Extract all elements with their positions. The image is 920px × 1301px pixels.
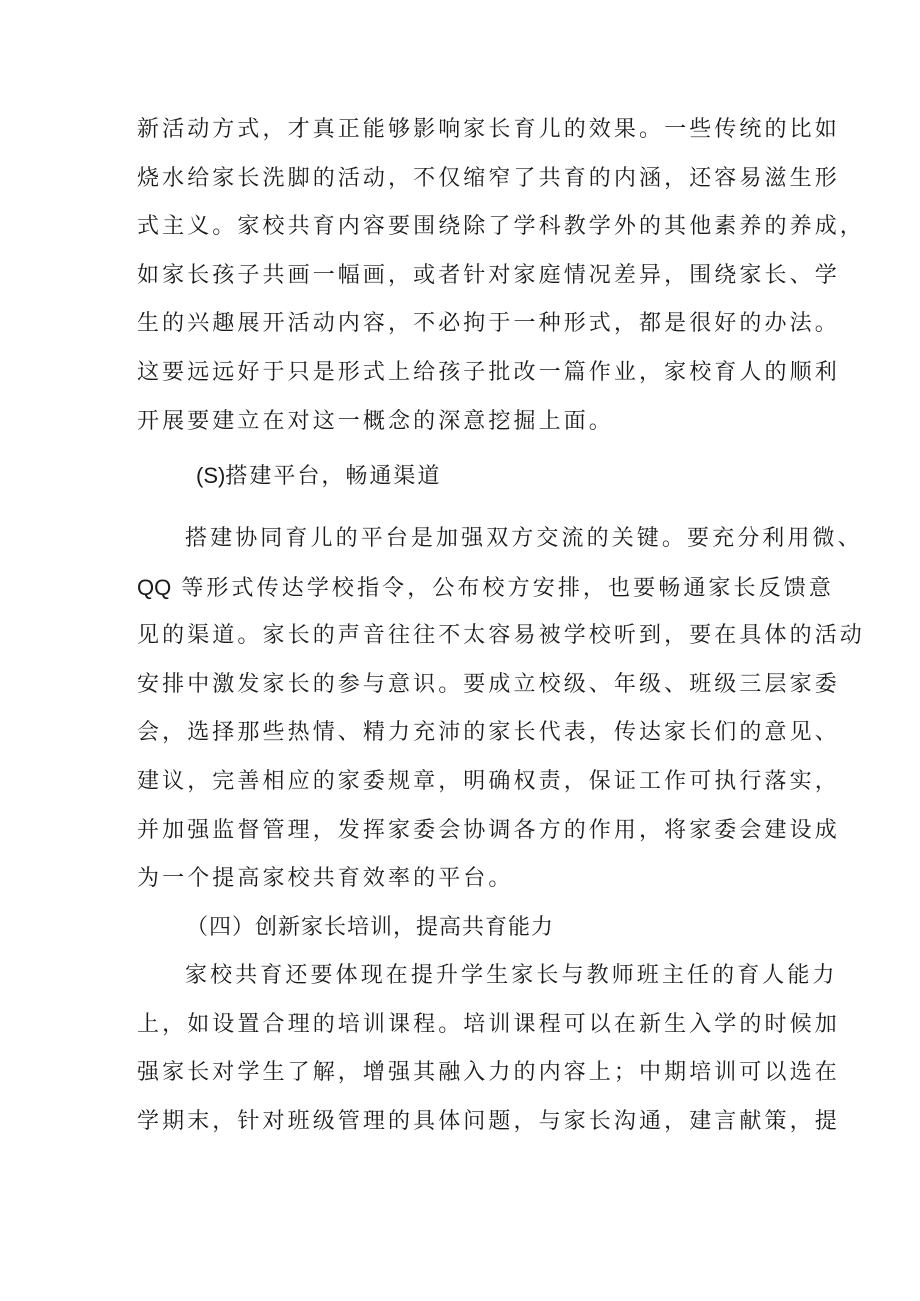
text-line: 烧水给家长洗脚的活动，不仅缩窄了共育的内涵，还容易滋生形 (137, 165, 840, 191)
text-line: 上，如设置合理的培训课程。培训课程可以在新生入学的时候加 (137, 1011, 840, 1037)
section-title: （四）创新家长培训，提高共育能力 (186, 915, 555, 940)
qq-text: QQ (137, 574, 172, 600)
text-line: 强家长对学生了解，增强其融入力的内容上；中期培训可以选在 (137, 1060, 840, 1086)
paragraph-parent-training (137, 952, 840, 1146)
section-title: 搭建平台，畅通渠道 (225, 464, 442, 489)
section-heading-training (186, 910, 554, 941)
text-line: 这要远远好于只是形式上给孩子批改一篇作业，家校育人的顺利 (137, 359, 840, 385)
text-line: 如家长孩子共画一幅画，或者针对家庭情况差异，围绕家长、学 (137, 262, 840, 288)
text-line: 会，选择那些热情、精力充沛的家长代表，传达家长们的意见、 (137, 720, 840, 746)
text-line (137, 564, 834, 613)
section-heading-platform (196, 459, 441, 490)
text-line: 并加强监督管理，发挥家委会协调各方的作用，将家委会建设成 (137, 817, 840, 843)
text-line: 搭建协同育儿的平台是加强双方交流的关键。要充分利用微、 (185, 526, 863, 551)
text-line: 见的渠道。家长的声音往往不太容易被学校听到，要在具体的活动 (137, 623, 865, 649)
text-line: 为一个提高家校共育效率的平台。 (137, 866, 514, 892)
text-line: 新活动方式，才真正能够影响家长育儿的效果。一些传统的比如 (137, 117, 840, 142)
text-line: 生的兴趣展开活动内容，不必拘于一种形式，都是很好的办法。 (137, 311, 840, 337)
paragraph-platform-channels (137, 515, 865, 904)
text-line: 式主义。家校共育内容要围绕除了学科教学外的其他素养的养成， (137, 214, 865, 240)
text-line: 开展要建立在对这一概念的深意挖掘上面。 (137, 408, 614, 434)
text-line: 建议，完善相应的家委规章，明确权责，保证工作可执行落实， (137, 768, 840, 794)
text-line-rest: 等形式传达学校指令，公布校方安排，也要畅通家长反馈意 (171, 575, 834, 601)
text-line: 学期末，针对班级管理的具体问题，与家长沟通，建言献策，提 (137, 1108, 840, 1134)
section-marker: (S) (196, 463, 226, 488)
text-line: 家校共育还要体现在提升学生家长与教师班主任的育人能力 (185, 963, 838, 988)
paragraph-activity-methods (137, 106, 865, 446)
text-line: 安排中激发家长的参与意识。要成立校级、年级、班级三层家委 (137, 671, 840, 697)
